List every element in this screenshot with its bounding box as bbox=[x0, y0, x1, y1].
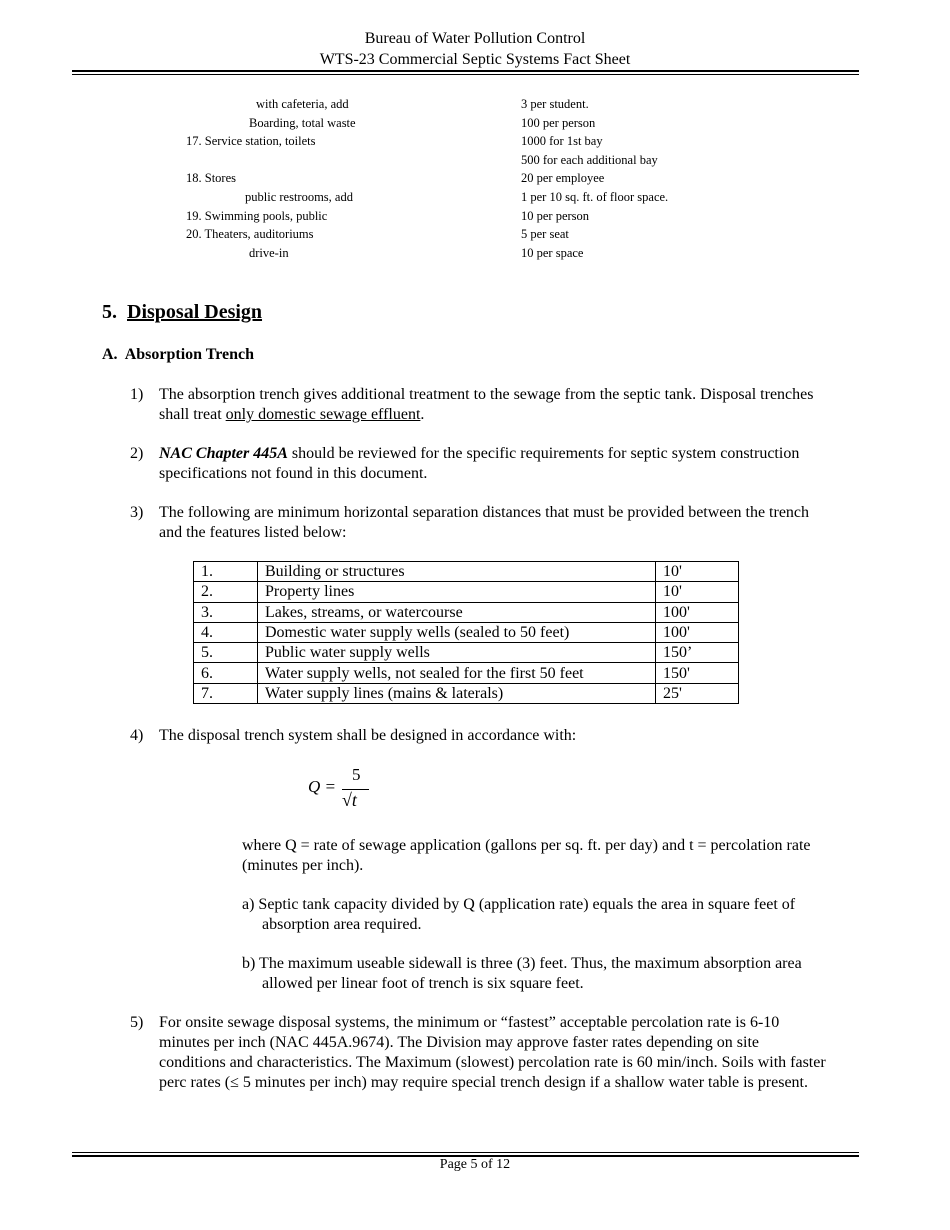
header-bureau: Bureau of Water Pollution Control bbox=[364, 30, 586, 47]
section-number: 5. bbox=[102, 301, 117, 323]
table-row bbox=[194, 602, 739, 622]
subsection-heading bbox=[102, 346, 254, 364]
section-title: Disposal Design bbox=[127, 301, 263, 323]
table-cell-number: 5. bbox=[194, 643, 258, 663]
item-number: 4) bbox=[130, 727, 144, 744]
flow-value: 3 per student. bbox=[521, 97, 589, 111]
table-cell-distance: 10' bbox=[656, 582, 739, 602]
header-rule-thin bbox=[72, 74, 859, 75]
item-text-part: . bbox=[420, 406, 425, 423]
table-row bbox=[194, 582, 739, 602]
table-cell-feature: Property lines bbox=[258, 582, 656, 602]
table-cell-feature: Water supply lines (mains & laterals) bbox=[258, 683, 656, 703]
flow-rates-left-column bbox=[186, 95, 356, 262]
subsection-title: Absorption Trench bbox=[124, 346, 255, 363]
table-cell-distance: 10' bbox=[656, 562, 739, 582]
header-rule bbox=[72, 70, 859, 72]
item-text: The following are minimum horizontal separation distances that must be provided between the trench and the features listed below: bbox=[159, 504, 810, 541]
explanation-a-text: a) Septic tank capacity divided by Q (application rate) equals the area in square feet of absorption area required. bbox=[242, 896, 796, 933]
separation-distance-table bbox=[193, 561, 739, 704]
table-row bbox=[194, 683, 739, 703]
section-heading bbox=[102, 301, 262, 324]
item-text: The disposal trench system shall be designed in accordance with: bbox=[159, 727, 577, 744]
formula-denominator: √t bbox=[342, 790, 357, 810]
table-row bbox=[194, 663, 739, 683]
footer-rule-thin bbox=[72, 1152, 859, 1153]
item-number: 5) bbox=[130, 1014, 144, 1031]
formula-lhs: Q = bbox=[308, 777, 336, 796]
table-row bbox=[194, 562, 739, 582]
flow-label: Boarding, total waste bbox=[249, 115, 356, 130]
flow-label: 20. Theaters, auditoriums bbox=[186, 227, 314, 242]
table-cell-number: 6. bbox=[194, 663, 258, 683]
flow-label: public restrooms, add bbox=[245, 189, 353, 204]
subsection-letter: A. bbox=[102, 346, 118, 363]
table-cell-number: 4. bbox=[194, 622, 258, 642]
underlined-text: only domestic sewage effluent bbox=[225, 406, 421, 423]
table-cell-feature: Domestic water supply wells (sealed to 50 feet) bbox=[258, 622, 656, 642]
table-cell-feature: Building or structures bbox=[258, 562, 656, 582]
flow-value: 20 per employee bbox=[521, 171, 605, 186]
table-cell-number: 1. bbox=[194, 562, 258, 582]
page-number: Page 5 of 12 bbox=[439, 1157, 511, 1172]
flow-label: 19. Swimming pools, public bbox=[186, 208, 328, 223]
explanation-b-text: b) The maximum useable sidewall is three (3) feet. Thus, the maximum absorption area allowed per linear foot of trench is six square feet. bbox=[242, 955, 802, 992]
table-row bbox=[194, 643, 739, 663]
flow-value: 5 per seat bbox=[521, 227, 569, 242]
table-row bbox=[194, 622, 739, 642]
item-text bbox=[159, 385, 829, 425]
table-cell-distance: 25' bbox=[656, 683, 739, 703]
flow-value: 10 per space bbox=[521, 245, 584, 260]
item-number: 3) bbox=[130, 504, 144, 521]
table-cell-feature: Public water supply wells bbox=[258, 643, 656, 663]
item-text: For onsite sewage disposal systems, the minimum or “fastest” acceptable percolation rate is 6-10 minutes per inch (NAC 445A.9674). The Division may approve faster rates depending on site conditions and characteristics. The Maximum (slowest) percolation rate is 60 min/inch. Soils with faster perc rates (≤ 5 minutes per inch) may require special trench design if a shallow water table is present. bbox=[159, 1014, 826, 1091]
item-number: 2) bbox=[130, 445, 144, 462]
item-text bbox=[159, 444, 829, 484]
flow-value: 500 for each additional bay bbox=[521, 152, 658, 167]
nac-chapter-reference: NAC Chapter 445A bbox=[159, 445, 288, 462]
table-cell-distance: 150’ bbox=[656, 643, 739, 663]
item-text-part: The absorption trench gives additional treatment to the sewage from the septic tank. Disposal trenches shall treat bbox=[159, 386, 814, 423]
flow-label: 18. Stores bbox=[186, 171, 236, 186]
table-cell-distance: 100' bbox=[656, 602, 739, 622]
item-number: 1) bbox=[130, 386, 144, 403]
flow-rates-right-column bbox=[521, 95, 668, 262]
table-cell-feature: Lakes, streams, or watercourse bbox=[258, 602, 656, 622]
flow-value: 10 per person bbox=[521, 208, 590, 223]
table-cell-feature: Water supply wells, not sealed for the first 50 feet bbox=[258, 663, 656, 683]
formula-numerator: 5 bbox=[352, 765, 361, 784]
document-header bbox=[0, 28, 950, 70]
table-cell-distance: 150' bbox=[656, 663, 739, 683]
table-cell-number: 2. bbox=[194, 582, 258, 602]
flow-label: drive-in bbox=[249, 245, 289, 260]
table-cell-number: 7. bbox=[194, 683, 258, 703]
flow-label: with cafeteria, add bbox=[256, 97, 349, 111]
flow-value: 1000 for 1st bay bbox=[521, 134, 603, 149]
flow-label bbox=[186, 151, 356, 170]
table-cell-number: 3. bbox=[194, 602, 258, 622]
flow-value: 100 per person bbox=[521, 115, 596, 130]
explanation-a bbox=[242, 895, 832, 935]
formula-explanation: where Q = rate of sewage application (gallons per sq. ft. per day) and t = percolation rate (minutes per inch). bbox=[242, 837, 811, 874]
explanation-b bbox=[242, 954, 832, 994]
flow-label: 17. Service station, toilets bbox=[186, 134, 316, 149]
header-fact-sheet-title: WTS-23 Commercial Septic Systems Fact Sheet bbox=[319, 51, 631, 68]
table-cell-distance: 100' bbox=[656, 622, 739, 642]
flow-value: 1 per 10 sq. ft. of floor space. bbox=[521, 189, 669, 204]
item-text-part: should be reviewed for the specific requirements for septic system construction specifications not found in this document. bbox=[159, 445, 800, 482]
